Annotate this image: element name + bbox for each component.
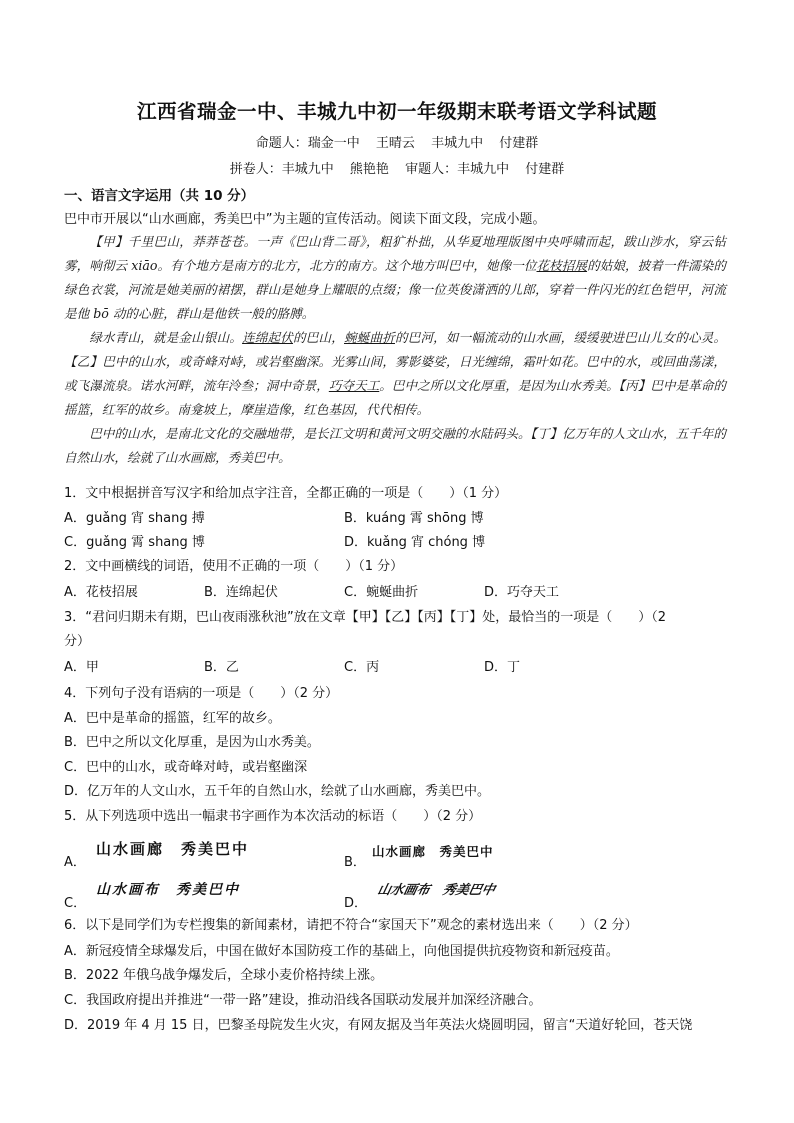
section-intro: 巴中市开展以“山水画廊，秀美巴中”为主题的宣传活动。阅读下面文段，完成小题。 (64, 212, 546, 227)
question-2-option-b[interactable]: B．连绵起伏 (204, 585, 278, 600)
question-5-option-b[interactable]: B． (344, 855, 366, 870)
underlined-phrase: 花枝招展 (536, 258, 588, 273)
question-6-option-c[interactable]: C．我国政府提出并推进“一带一路”建设，推动沿线各国联动发展并加深经济融合。 (64, 993, 542, 1008)
author-line-1 (0, 132, 794, 151)
passage-text: 的姑娘，披着一件濡染的绿色衣裳，河流是她美丽的裙摆，群山是她身上耀眼的点缀；像一位英俊潇洒的儿郎，穿着一件闪光的红色铠甲，河流是他 bō 动的心脏，群山是他铁一般的胳膊。 (64, 258, 727, 321)
section-heading: 一、语言文字运用（共 10 分） (64, 188, 255, 204)
question-2-option-c[interactable]: C．蜿蜒曲折 (344, 585, 419, 600)
question-3-stem: 3．“君问归期未有期，巴山夜雨涨秋池”放在文章【甲】【乙】【丙】【丁】处，最恰当的一项是（ ）（2 (64, 610, 667, 625)
question-1-option-b[interactable]: B．kuáng 霄 shōng 博 (344, 511, 484, 526)
question-4-option-a[interactable]: A．巴中是革命的摇篮，红军的故乡。 (64, 711, 281, 726)
question-5-stem: 5．从下列选项中选出一幅隶书字画作为本次活动的标语（ ）（2 分） (64, 809, 482, 824)
question-1-option-a[interactable]: A．guǎng 宵 shang 搏 (64, 511, 205, 526)
question-5-option-a[interactable]: A． (64, 855, 86, 870)
author-role: 命题人：瑞金一中 (255, 136, 360, 151)
passage-text: 【甲】千里巴山，莽莽苍苍。一声《巴山背二哥》，粗犷朴拙，从华夏地理版图中央呼啸而起，跋山涉水，穿云钻雾，响彻云 xiāo。有个地方是南方的北方，北方的南方。这个地方叫巴中，她像一位 (64, 234, 726, 273)
question-5-option-c[interactable]: C． (64, 896, 87, 911)
question-3-option-b[interactable]: B．乙 (204, 660, 239, 675)
question-4-option-c[interactable]: C．巴中的山水，或奇峰对峙，或岩壑幽深 (64, 760, 308, 775)
author-name: 王晴云 (375, 136, 415, 151)
underlined-phrase: 巧夺天工 (328, 378, 380, 393)
question-1-option-d[interactable]: D．kuǎng 宵 chóng 博 (344, 535, 486, 550)
passage-paragraph-3: 巴中的山水，是南北文化的交融地带，是长江文明和黄河文明交融的水陆码头。【丁】亿万年的人文山水，五千年的自然山水，绘就了山水画廊，秀美巴中。 (64, 426, 726, 465)
calligraphy-d: 山水画布 秀美巴中 (375, 883, 497, 898)
passage-paragraph-1 (64, 230, 726, 326)
author-name: 付建群 (499, 136, 539, 151)
question-3-option-a[interactable]: A．甲 (64, 660, 99, 675)
question-3-option-c[interactable]: C．丙 (344, 660, 380, 675)
passage-text: 绿水青山，就是金山银山。 (89, 330, 243, 345)
question-3-stem-cont: 分） (64, 634, 91, 649)
author-role: 丰城九中 (431, 136, 484, 151)
passage-text: 的巴河，如一幅流动的山水画，缓缓驶进巴山儿女的心灵。【乙】巴中的山水，或奇峰对峙，或岩壑幽深。光雾山间，雾影婆娑，日光缠绵，霜叶如花。巴中的水，或回曲荡漾，或飞瀑流泉。诺水河畔，流年泠叁；洞中奇景， (64, 330, 727, 393)
question-3-option-d[interactable]: D．丁 (484, 660, 521, 675)
question-1-option-c[interactable]: C．guǎng 霄 shang 博 (64, 535, 205, 550)
question-2-stem: 2．文中画横线的词语，使用不正确的一项（ ）（1 分） (64, 559, 404, 574)
question-2-option-a[interactable]: A．花枝招展 (64, 585, 138, 600)
question-6-option-a[interactable]: A．新冠疫情全球爆发后，中国在做好本国防疫工作的基础上，向他国提供抗疫物资和新冠疫苗。 (64, 944, 619, 959)
question-6-stem: 6．以下是同学们为专栏搜集的新闻素材，请把不符合“家国天下”观念的素材选出来（ ）（2 分） (64, 918, 638, 933)
question-5-option-d[interactable]: D． (344, 896, 368, 911)
author-name: 付建群 (525, 162, 565, 177)
question-1-stem: 1．文中根据拼音写汉字和给加点字注音，全都正确的一项是（ ）（1 分） (64, 486, 508, 501)
question-2-option-d[interactable]: D．巧夺天工 (484, 585, 560, 600)
calligraphy-c: 山水画布 秀美巴中 (96, 882, 240, 898)
passage-paragraph-2 (64, 326, 726, 422)
page-title: 江西省瑞金一中、丰城九中初一年级期末联考语文学科试题 (136, 100, 657, 123)
question-4-option-d[interactable]: D．亿万年的人文山水，五千年的自然山水，绘就了山水画廊，秀美巴中。 (64, 784, 491, 799)
author-name: 熊艳艳 (349, 162, 389, 177)
underlined-phrase: 连绵起伏 (242, 330, 294, 345)
author-role: 审题人：丰城九中 (405, 162, 510, 177)
calligraphy-a: 山水画廊 秀美巴中 (96, 840, 250, 858)
passage-text: 。巴中之所以文化厚重，是因为山水秀美。【丙】巴中是革命的摇篮，红军的故乡。南龛坡上，摩崖造像，红色基因，代代相传。 (64, 378, 727, 417)
question-4-option-b[interactable]: B．巴中之所以文化厚重，是因为山水秀美。 (64, 735, 320, 750)
underlined-phrase: 蜿蜒曲折 (344, 330, 395, 345)
author-line-2 (0, 158, 794, 177)
question-4-stem: 4．下列句子没有语病的一项是（ ）（2 分） (64, 686, 339, 701)
passage-text: 的巴山， (293, 330, 344, 345)
calligraphy-b: 山水画廊 秀美巴中 (372, 844, 494, 859)
question-6-option-b[interactable]: B．2022 年俄乌战争爆发后，全球小麦价格持续上涨。 (64, 968, 384, 983)
reading-passage (64, 230, 726, 470)
author-role: 拼卷人：丰城九中 (229, 162, 334, 177)
question-6-option-d[interactable]: D．2019 年 4 月 15 日，巴黎圣母院发生火灾，有网友据及当年英法火烧圆明园，留言“天道好轮回，苍天饶 (64, 1018, 693, 1033)
